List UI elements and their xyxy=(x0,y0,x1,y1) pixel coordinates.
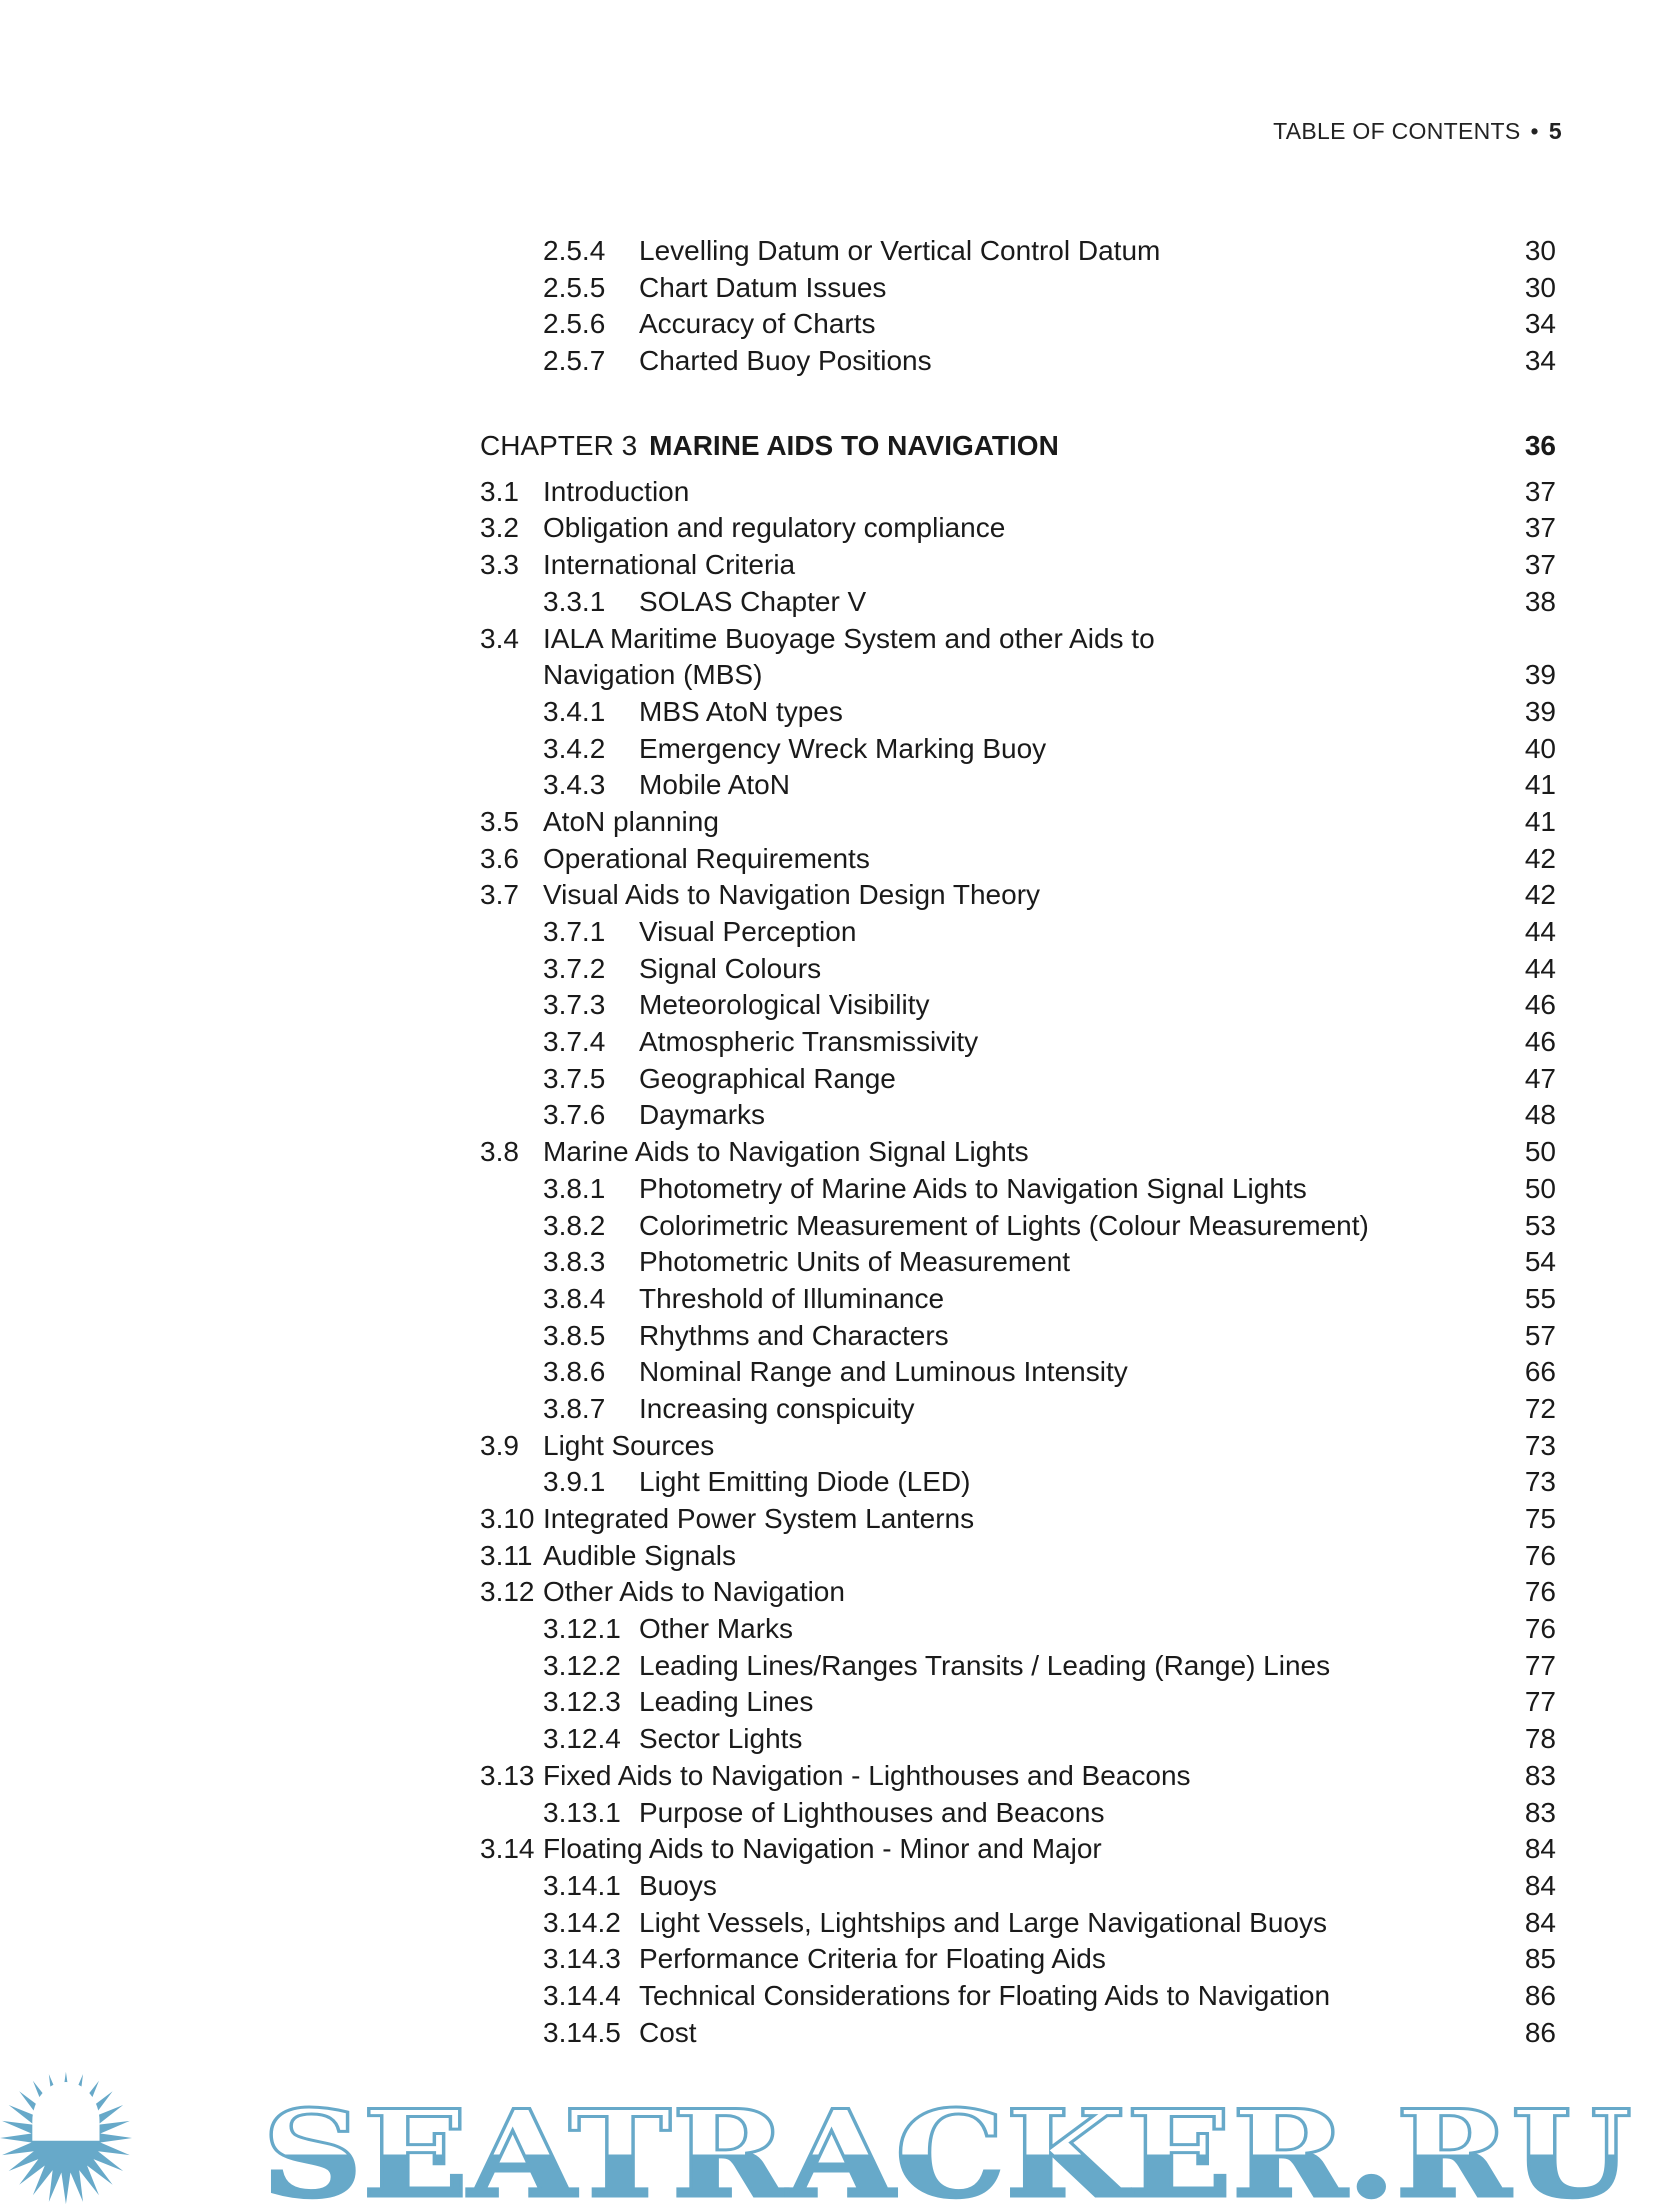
toc-entries-continued xyxy=(480,233,1556,380)
entry-page: 34 xyxy=(1524,308,1556,340)
toc-entry[interactable] xyxy=(480,547,1556,584)
entry-number: 3.5 xyxy=(480,805,519,837)
entry-title: Geographical Range xyxy=(639,1062,896,1094)
entry-title: Accuracy of Charts xyxy=(639,308,876,340)
toc-entry[interactable] xyxy=(480,1721,1556,1758)
entry-title: Obligation and regulatory compliance xyxy=(543,512,1006,544)
entry-page: 84 xyxy=(1524,1833,1556,1865)
entry-page: 78 xyxy=(1524,1723,1556,1755)
entry-page: 77 xyxy=(1524,1686,1556,1718)
toc-entry[interactable] xyxy=(480,657,1556,694)
chapter-page: 36 xyxy=(1524,429,1556,461)
entry-number: 3.11 xyxy=(480,1539,533,1571)
entry-number: 3.9.1 xyxy=(543,1466,606,1498)
entry-title: Visual Perception xyxy=(639,916,857,947)
entry-page: 48 xyxy=(1524,1099,1556,1131)
entry-number: 3.14 xyxy=(480,1833,535,1865)
entry-page: 53 xyxy=(1524,1209,1556,1241)
entry-number: 3.7.6 xyxy=(543,1099,606,1131)
entry-number: 3.14.2 xyxy=(543,1906,621,1938)
toc-entry[interactable] xyxy=(480,731,1556,768)
entry-page: 37 xyxy=(1524,475,1556,507)
toc-entry[interactable] xyxy=(480,1318,1556,1355)
entry-page: 50 xyxy=(1524,1136,1556,1168)
entry-title: Introduction xyxy=(543,475,690,507)
toc-entry[interactable] xyxy=(480,1354,1556,1391)
entry-title: Light Vessels, Lightships and Large Navigational Buoys xyxy=(639,1906,1327,1938)
entry-number: 3.10 xyxy=(480,1503,535,1534)
entry-title: Purpose of Lighthouses and Beacons xyxy=(639,1796,1105,1828)
toc-entry[interactable] xyxy=(480,270,1556,307)
entry-page: 41 xyxy=(1524,805,1556,837)
entry-title: Rhythms and Characters xyxy=(639,1319,949,1351)
entry-number: 3.3.1 xyxy=(543,585,606,617)
entry-page: 34 xyxy=(1524,345,1556,377)
entry-page: 39 xyxy=(1524,659,1556,691)
entry-page: 83 xyxy=(1524,1796,1556,1828)
sun-logo-icon xyxy=(0,2072,132,2204)
entry-number: 3.14.5 xyxy=(543,2016,621,2048)
entry-title: Navigation (MBS) xyxy=(543,659,763,691)
toc-entry[interactable] xyxy=(480,306,1556,343)
entry-number: 3.8.1 xyxy=(543,1172,606,1204)
entry-page: 38 xyxy=(1524,585,1556,617)
entry-number: 3.2 xyxy=(480,512,519,544)
entry-page: 76 xyxy=(1524,1539,1556,1571)
entry-number: 3.7.5 xyxy=(543,1062,606,1094)
entry-page: 85 xyxy=(1524,1943,1556,1975)
toc-entry[interactable] xyxy=(480,2015,1556,2052)
entry-title: Other Marks xyxy=(639,1613,794,1645)
toc-entry[interactable] xyxy=(480,1611,1556,1648)
entry-number: 3.8.2 xyxy=(543,1209,606,1241)
entry-page: 46 xyxy=(1524,989,1556,1021)
toc-entry[interactable] xyxy=(480,1061,1556,1098)
toc-entry[interactable] xyxy=(480,1648,1556,1685)
entry-page: 72 xyxy=(1524,1392,1556,1424)
toc-entry[interactable] xyxy=(480,621,1556,658)
entry-page: 84 xyxy=(1524,1906,1556,1938)
entry-page: 30 xyxy=(1524,271,1556,303)
toc-entry[interactable] xyxy=(480,1684,1556,1721)
toc-entry[interactable] xyxy=(480,1428,1556,1465)
toc-entry[interactable] xyxy=(480,1831,1556,1868)
toc-entry[interactable] xyxy=(480,841,1556,878)
entry-title: Operational Requirements xyxy=(543,842,870,874)
toc-entry[interactable] xyxy=(480,1758,1556,1795)
entry-title: Other Aids to Navigation xyxy=(543,1576,845,1608)
entry-number: 3.8.6 xyxy=(543,1356,606,1388)
entry-number: 3.4 xyxy=(480,622,519,654)
entry-title: Mobile AtoN xyxy=(639,769,790,801)
entry-number: 3.8.3 xyxy=(543,1246,606,1278)
entry-title: Chart Datum Issues xyxy=(639,271,887,303)
toc-entry[interactable] xyxy=(480,1464,1556,1501)
toc-entry[interactable] xyxy=(480,1538,1556,1575)
entry-number: 3.14.1 xyxy=(543,1869,621,1901)
entry-number: 3.7.3 xyxy=(543,989,606,1021)
entry-title: Audible Signals xyxy=(543,1539,737,1571)
entry-title: Technical Considerations for Floating Aids to Navigation xyxy=(639,1979,1331,2011)
entry-title: Daymarks xyxy=(639,1099,766,1131)
entry-number: 3.9 xyxy=(480,1429,519,1461)
entry-title: Charted Buoy Positions xyxy=(639,345,932,377)
chapter-label: CHAPTER 3 xyxy=(480,429,638,461)
entry-number: 3.14.3 xyxy=(543,1943,621,1975)
entry-number: 3.7.2 xyxy=(543,952,606,984)
toc-entry[interactable] xyxy=(480,767,1556,804)
entry-number: 3.7.4 xyxy=(543,1026,606,1058)
entry-number: 3.13.1 xyxy=(543,1796,621,1828)
entry-title: SOLAS Chapter V xyxy=(639,585,867,617)
watermark-text: SEATRACKER.RU xyxy=(262,2084,1632,2205)
entry-number: 3.12.4 xyxy=(543,1723,621,1755)
entry-page: 44 xyxy=(1524,952,1556,984)
entry-page: 55 xyxy=(1524,1282,1556,1314)
entry-number: 3.4.2 xyxy=(543,732,606,764)
toc-entry[interactable] xyxy=(480,1868,1556,1905)
toc-entry[interactable] xyxy=(480,1574,1556,1611)
entry-number: 2.5.5 xyxy=(543,271,606,303)
entry-title: Threshold of Illuminance xyxy=(639,1282,945,1314)
header-bullet: • xyxy=(1530,118,1539,144)
toc-entries xyxy=(480,474,1556,2052)
entry-number: 3.14.4 xyxy=(543,1979,621,2011)
toc-entry[interactable] xyxy=(480,1391,1556,1428)
entry-page: 76 xyxy=(1524,1613,1556,1645)
entry-title: Increasing conspicuity xyxy=(639,1392,915,1424)
entry-title: Light Emitting Diode (LED) xyxy=(639,1466,971,1498)
toc-entry[interactable] xyxy=(480,804,1556,841)
entry-title: Leading Lines xyxy=(639,1686,814,1718)
table-of-contents xyxy=(480,233,1556,2051)
page-number: 5 xyxy=(1548,118,1562,144)
toc-entry[interactable] xyxy=(480,1501,1556,1538)
entry-number: 3.13 xyxy=(480,1759,535,1791)
toc-entry[interactable] xyxy=(480,233,1556,270)
entry-title: Performance Criteria for Floating Aids xyxy=(639,1943,1106,1975)
entry-number: 3.12.3 xyxy=(543,1686,621,1718)
entry-page: 54 xyxy=(1524,1246,1556,1278)
entry-page: 37 xyxy=(1524,549,1556,581)
entry-number: 3.7 xyxy=(480,879,519,911)
entry-page: 73 xyxy=(1524,1466,1556,1498)
entry-title: Photometric Units of Measurement xyxy=(639,1246,1071,1278)
toc-entry[interactable] xyxy=(480,951,1556,988)
entry-page: 42 xyxy=(1524,842,1556,874)
entry-title: International Criteria xyxy=(543,549,796,581)
entry-page: 86 xyxy=(1524,2016,1556,2048)
toc-entry[interactable] xyxy=(480,1171,1556,1208)
toc-entry[interactable] xyxy=(480,1795,1556,1832)
toc-entry[interactable] xyxy=(480,1024,1556,1061)
entry-number: 2.5.6 xyxy=(543,308,606,340)
toc-entry[interactable] xyxy=(480,343,1556,380)
toc-entry[interactable] xyxy=(480,474,1556,511)
entry-title: Colorimetric Measurement of Lights (Colour Measurement) xyxy=(639,1209,1369,1241)
entry-page: 50 xyxy=(1524,1172,1556,1204)
entry-page: 66 xyxy=(1524,1356,1556,1388)
entry-page: 86 xyxy=(1524,1979,1556,2011)
entry-number: 3.12.1 xyxy=(543,1613,621,1645)
entry-number: 3.6 xyxy=(480,842,519,874)
entry-title: IALA Maritime Buoyage System and other Aids to xyxy=(543,622,1155,654)
entry-page: 30 xyxy=(1524,235,1556,266)
entry-title: AtoN planning xyxy=(543,805,719,837)
entry-number: 2.5.7 xyxy=(543,345,606,377)
entry-number: 3.8 xyxy=(480,1136,519,1168)
toc-entry[interactable] xyxy=(480,1281,1556,1318)
toc-entry[interactable] xyxy=(480,694,1556,731)
header-section: TABLE OF CONTENTS xyxy=(1273,118,1521,144)
toc-entry[interactable] xyxy=(480,1097,1556,1134)
chapter-heading[interactable] xyxy=(480,418,1556,474)
entry-title: Integrated Power System Lanterns xyxy=(543,1503,975,1534)
entry-title: Photometry of Marine Aids to Navigation Signal Lights xyxy=(639,1172,1307,1204)
toc-entry[interactable] xyxy=(480,987,1556,1024)
entry-number: 2.5.4 xyxy=(543,235,606,266)
entry-page: 40 xyxy=(1524,732,1556,764)
entry-number: 3.12 xyxy=(480,1576,535,1608)
entry-page: 41 xyxy=(1524,769,1556,801)
entry-title: Sector Lights xyxy=(639,1723,803,1755)
entry-title: MBS AtoN types xyxy=(639,695,843,727)
toc-entry[interactable] xyxy=(480,1905,1556,1942)
toc-entry[interactable] xyxy=(480,584,1556,621)
entry-title: Levelling Datum or Vertical Control Datum xyxy=(639,235,1161,266)
entry-title: Signal Colours xyxy=(639,952,822,984)
entry-title: Leading Lines/Ranges Transits / Leading (Range) Lines xyxy=(639,1649,1331,1681)
toc-entry[interactable] xyxy=(480,1978,1556,2015)
entry-number: 3.8.7 xyxy=(543,1392,606,1424)
toc-entry[interactable] xyxy=(480,877,1556,914)
entry-number: 3.3 xyxy=(480,549,519,581)
entry-title: Buoys xyxy=(639,1869,717,1901)
entry-number: 3.4.1 xyxy=(543,695,606,727)
entry-number: 3.8.5 xyxy=(543,1319,606,1351)
entry-number: 3.7.1 xyxy=(543,916,606,947)
entry-number: 3.8.4 xyxy=(543,1282,606,1314)
entry-page: 84 xyxy=(1524,1869,1556,1901)
toc-entry[interactable] xyxy=(480,1208,1556,1245)
toc-entry[interactable] xyxy=(480,914,1556,951)
entry-number: 3.12.2 xyxy=(543,1649,621,1681)
toc-entry[interactable] xyxy=(480,510,1556,547)
entry-number: 3.4.3 xyxy=(543,769,606,801)
entry-page: 77 xyxy=(1524,1649,1556,1681)
entry-title: Cost xyxy=(639,2016,697,2048)
entry-page: 39 xyxy=(1524,695,1556,727)
chapter-title: MARINE AIDS TO NAVIGATION xyxy=(649,429,1059,461)
toc-entry[interactable] xyxy=(480,1134,1556,1171)
entry-title: Atmospheric Transmissivity xyxy=(639,1026,979,1058)
entry-title: Nominal Range and Luminous Intensity xyxy=(639,1356,1128,1388)
entry-page: 76 xyxy=(1524,1576,1556,1608)
entry-title: Marine Aids to Navigation Signal Lights xyxy=(543,1136,1029,1168)
entry-page: 57 xyxy=(1524,1319,1556,1351)
toc-entry[interactable] xyxy=(480,1244,1556,1281)
entry-page: 46 xyxy=(1524,1026,1556,1058)
toc-entry[interactable] xyxy=(480,1941,1556,1978)
running-header xyxy=(1273,118,1562,145)
entry-page: 83 xyxy=(1524,1759,1556,1791)
entry-page: 44 xyxy=(1524,916,1556,947)
entry-title: Meteorological Visibility xyxy=(639,989,930,1021)
entry-title: Light Sources xyxy=(543,1429,715,1461)
entry-page: 75 xyxy=(1524,1503,1556,1534)
entry-page: 42 xyxy=(1524,879,1556,911)
entry-title: Floating Aids to Navigation - Minor and Major xyxy=(543,1833,1102,1865)
entry-number: 3.1 xyxy=(480,475,519,507)
seatracker-watermark xyxy=(0,2068,1654,2205)
entry-title: Visual Aids to Navigation Design Theory xyxy=(543,879,1041,911)
entry-page: 37 xyxy=(1524,512,1556,544)
entry-title: Fixed Aids to Navigation - Lighthouses and Beacons xyxy=(543,1759,1191,1791)
entry-title: Emergency Wreck Marking Buoy xyxy=(639,732,1047,764)
entry-page: 73 xyxy=(1524,1429,1556,1461)
entry-page: 47 xyxy=(1524,1062,1556,1094)
